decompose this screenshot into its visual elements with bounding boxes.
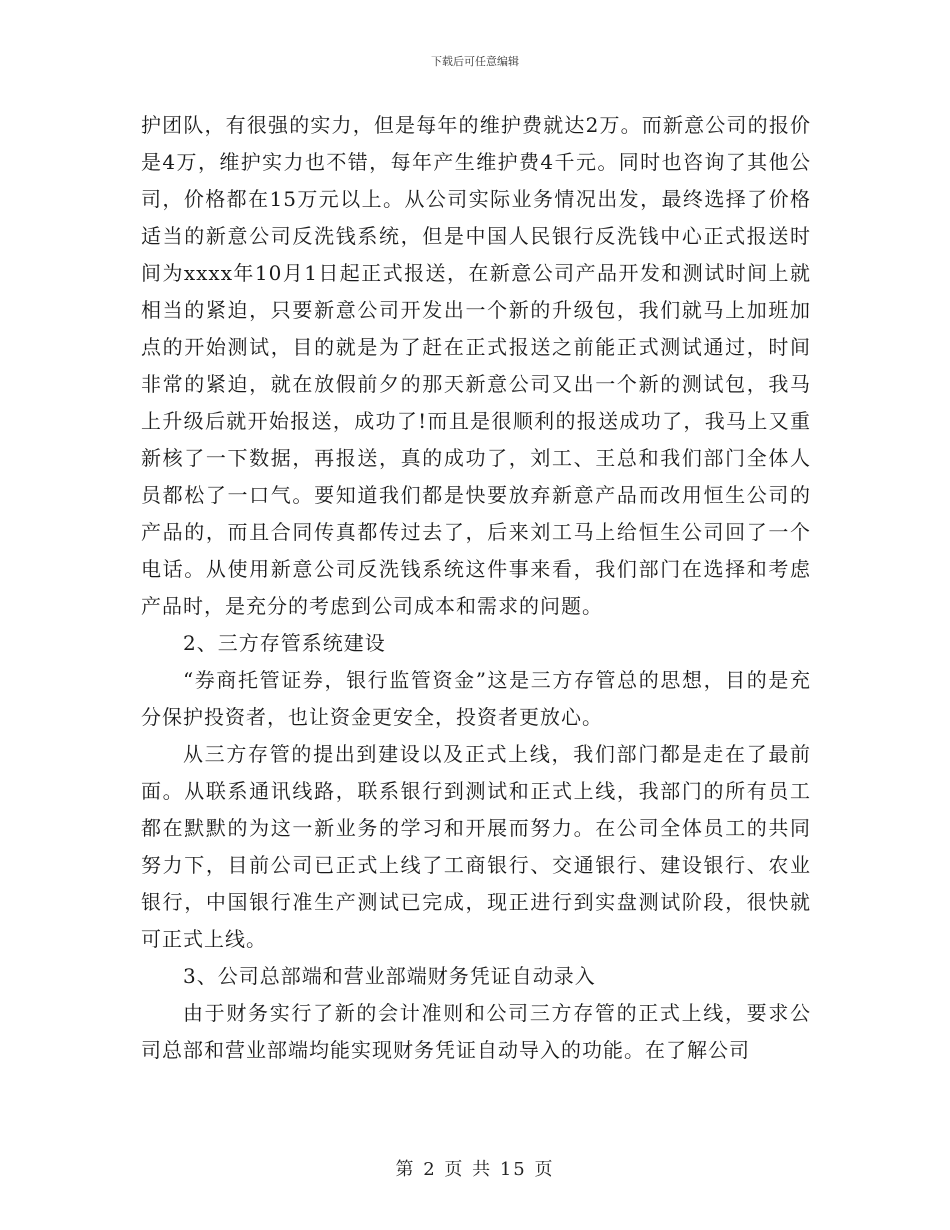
section-heading-3: 3、公司总部端和营业部端财务凭证自动录入 xyxy=(183,964,596,988)
header-note: 下载后可任意编辑 xyxy=(431,55,519,68)
paragraph-progress: 从三方存管的提出到建设以及正式上线，我们部门都是走在了最前面。从联系通讯线路，联系银行到测试和正式上线，我部门的所有员工都在默默的为这一新业务的学习和开展而努力。在公司全体员工的共同努力下，目前公司已正式上线了工商银行、交通银行、建设银行、农业银行，中国银行准生产测试已完成，现正进行到实盘测试阶段，很快就可正式上线。 xyxy=(141,742,811,951)
paragraph-principle: “券商托管证券，银行监管资金”这是三方存管总的思想，目的是充分保护投资者，也让资金更安全，投资者更放心。 xyxy=(141,668,811,729)
paragraph-continuation: 护团队，有很强的实力，但是每年的维护费就达2万。而新意公司的报价是4万，维护实力也不错，每年产生维护费4千元。同时也咨询了其他公司，价格都在15万元以上。从公司实际业务情况出发，最终选择了价格适当的新意公司反洗钱系统，但是中国人民银行反洗钱中心正式报送时间为xxxx年10月1日起正式报送，在新意公司产品开发和测试时间上就相当的紧迫，只要新意公司开发出一个新的升级包，我们就马上加班加点的开始测试，目的就是为了赶在正式报送之前能正式测试通过，时间非常的紧迫，就在放假前夕的那天新意公司又出一个新的测试包，我马上升级后就开始报送，成功了!而且是很顺利的报送成功了，我马上又重新核了一下数据，再报送，真的成功了，刘工、王总和我们部门全体人员都松了一口气。要知道我们都是快要放弃新意产品而改用恒生公司的产品的，而且合同传真都传过去了，后来刘工马上给恒生公司回了一个电话。从使用新意公司反洗钱系统这件事来看，我们部门在选择和考虑产品时，是充分的考虑到公司成本和需求的问题。 xyxy=(141,113,811,618)
section-heading-2: 2、三方存管系统建设 xyxy=(183,631,386,655)
document-body xyxy=(141,107,811,1069)
page-number: 第 2 页 共 15 页 xyxy=(395,1159,555,1180)
paragraph-finance: 由于财务实行了新的会计准则和公司三方存管的正式上线，要求公司总部和营业部端均能实现财务凭证自动导入的功能。在了解公司 xyxy=(141,1001,811,1062)
